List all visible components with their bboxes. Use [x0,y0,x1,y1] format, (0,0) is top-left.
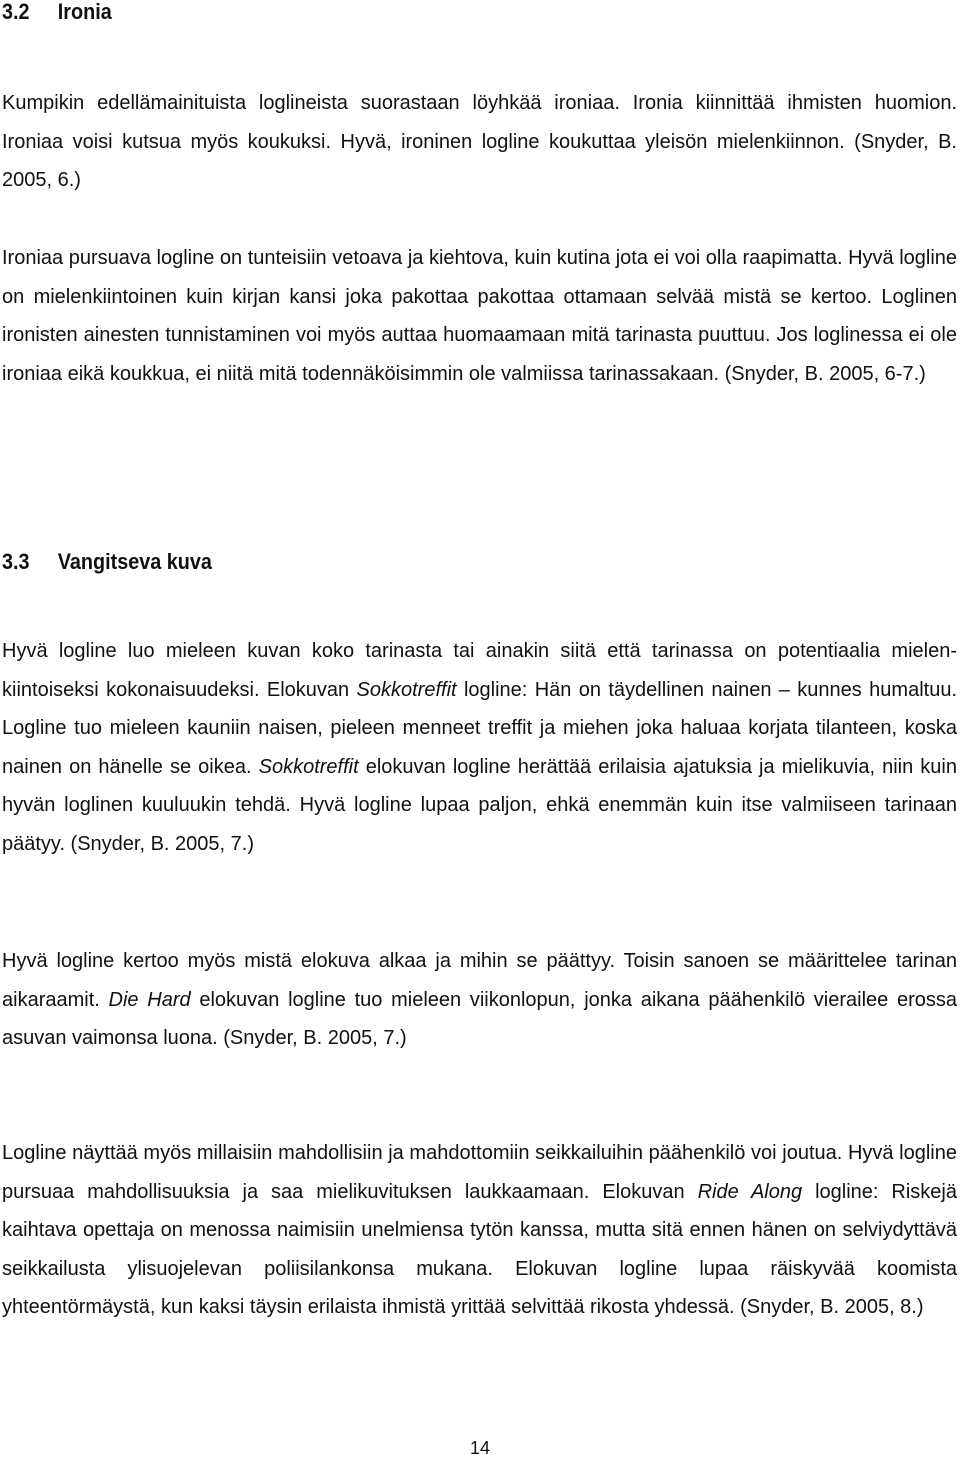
paragraph-captivating-image [2,632,957,864]
paragraph-irony-logline: Ironiaa pursuava logline on tunteisiin vetoava ja kiehtova, kuin kutina jota ei voi olla raapimatta. Hyvä logline on mielenkiintoinen kuin kirjan kansi joka pakottaa pakottaa ottamaan selvää mistä se kertoo. Loglinen ironisten ainesten tunnistaminen voi myös auttaa huomaamaan mitä tarinasta puuttuu. Jos loglinessa ei ole ironiaa eikä koukkua, ei niitä mitä todennäköisimmin ole valmiissa tarinassakaan. (Snyder, B. 2005, 6-7.) [2,247,958,385]
paragraph-timeframe [2,942,957,1058]
text-run: Hyvä logline luo mieleen kuvan koko tarinasta tai ainakin siitä että tarinassa on potentiaalia mielenkiintoiseksi kokonaisuudeksi. Elokuvan [2,640,957,701]
page-number: 14 [469,1438,491,1458]
text-run: Hyvä logline kertoo myös mistä elokuva alkaa ja mihin se päättyy. Toisin sanoen se määrittelee tarinan aikaraamit. [2,950,957,1011]
text-run: logline: Hän on täydellinen nainen – kunnes humaltuu. Logline tuo mieleen kauniin naisen, pieleen menneet treffit ja miehen joka haluaa korjata tilanteen, koska nainen on hänelle se oikea. [2,678,957,778]
film-title: Ride Along [697,1180,803,1203]
text-run: logline: Riskejä kaihtava opettaja on menossa naimisiin unelmiensa tytön kanssa, mutta sitä ennen hänen on selviydyttävä seikkailusta ylisuojelevan poliisilankonsa mukana. Elokuvan logline lupaa räiskyvää koomista yhteentörmäystä, kun kaksi täysin erilaista ihmistä yrittää selvittää rikosta yhdessä. (Snyder, B. 2005, 8.) [2,1180,957,1319]
section-number: 3.2 [2,0,30,24]
paragraph-irony-hook: Kumpikin edellämainituista loglineista suorastaan löyhkää ironiaa. Ironia kiinnittää ihmisten huomion. Ironiaa voisi kutsua myös koukuksi. Hyvä, ironinen logline koukuttaa yleisön mielenkiinnon. (Snyder, B. 2005, 6.) [2,92,957,192]
paragraph-adventures [2,1134,957,1327]
section-heading-3-2 [2,0,112,26]
film-title: Sokkotreffit [356,678,457,701]
text-run: Logline näyttää myös millaisiin mahdollisiin ja mahdottomiin seikkailuihin päähenkilö voi joutua. Hyvä logline pursuaa mahdollisuuksia ja saa mielikuvituksen laukkaamaan. Elokuvan [2,1142,957,1203]
film-title: Die Hard [108,988,191,1011]
text-run: elokuvan logline herättää erilaisia ajatuksia ja mielikuvia, niin kuin hyvän loglinen kuuluukin tehdä. Hyvä logline lupaa paljon, ehkä enemmän kuin itse valmiiseen tarinaan päätyy. (Snyder, B. 2005, 7.) [2,755,957,855]
section-number: 3.3 [2,549,30,574]
section-title: Ironia [57,0,112,24]
section-heading-3-3 [2,548,212,576]
film-title: Sokkotreffit [258,755,359,778]
text-run: elokuvan logline tuo mieleen viikonlopun, jonka aikana päähenkilö vierailee erossa asuvan vaimonsa luona. (Snyder, B. 2005, 7.) [2,988,958,1050]
section-title: Vangitseva kuva [57,549,212,574]
